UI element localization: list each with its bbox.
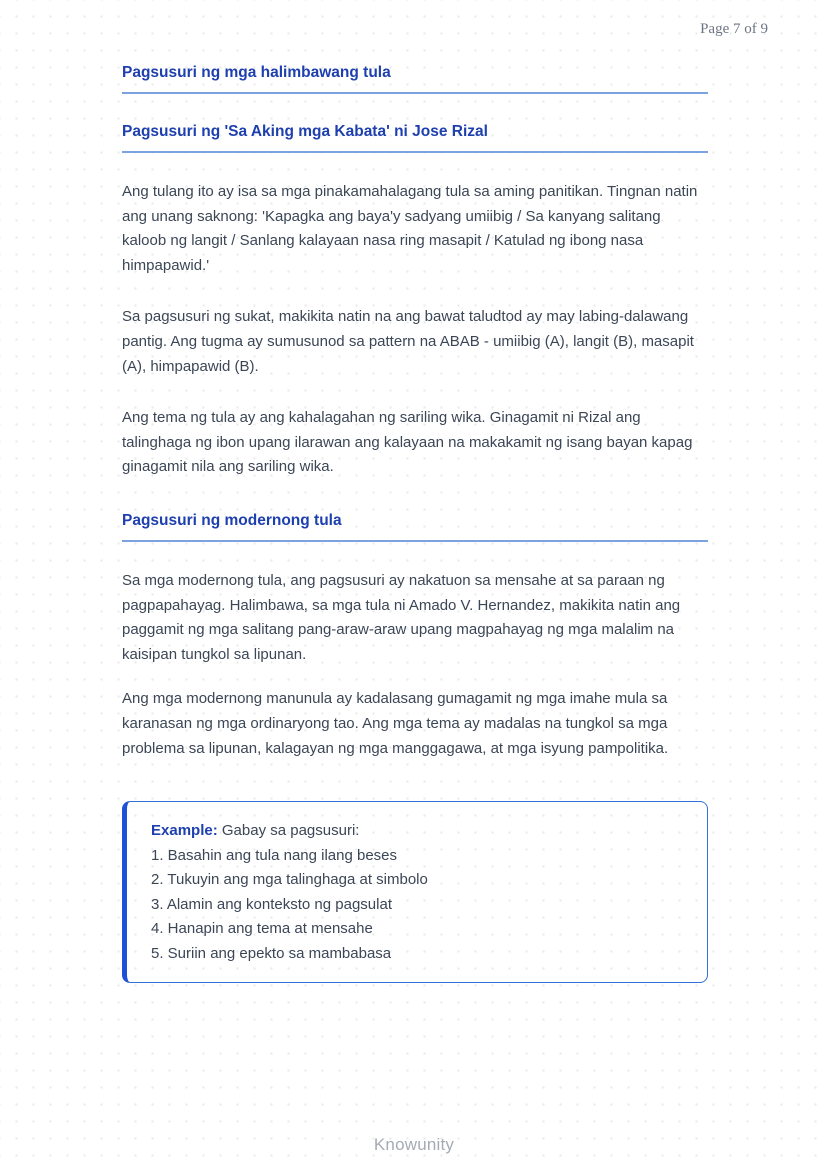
knowunity-brand: Knowunity bbox=[373, 1135, 455, 1154]
section-heading-sa-aking-mga-kabata: Pagsusuri ng 'Sa Aking mga Kabata' ni Jose Rizal bbox=[122, 121, 708, 153]
paragraph-tula-intro: Ang tulang ito ay isa sa mga pinakamahalagang tula sa aming panitikan. Tingnan natin ang unang saknong: 'Kapagka ang baya'y sadyang umiibig / Sa kanyang salitang kaloob ng langit / Sanlang kalayaan nasa ring masapit / Katulad ng ibong nasa himpapawid.' bbox=[122, 183, 698, 274]
paragraph-sukat-tugma: Sa pagsusuri ng sukat, makikita natin na ang bawat taludtod ay may labing-dalawang pantig. Ang tugma ay sumusunod sa pattern na ABAB - umiibig (A), langit (B), masapit (A), himpapawid (B). bbox=[122, 308, 694, 375]
section-heading-modernong-tula: Pagsusuri ng modernong tula bbox=[122, 510, 708, 542]
example-intro-text: Gabay sa pagsusuri: bbox=[217, 822, 360, 840]
example-step-4: 4. Hanapin ang tema at mensahe bbox=[151, 920, 373, 938]
document-content bbox=[122, 0, 708, 983]
example-step-5: 5. Suriin ang epekto sa mambabasa bbox=[151, 945, 392, 963]
example-step-1: 1. Basahin ang tula nang ilang beses bbox=[151, 846, 398, 864]
example-box bbox=[122, 801, 708, 983]
example-label: Example: bbox=[151, 822, 218, 840]
paragraph-tema: Ang tema ng tula ay ang kahalagahan ng sariling wika. Ginagamit ni Rizal ang talinghaga ng ibon upang ilarawan ang kalayaan na makakamit ng isang bayan kapag ginagamit nila ang sariling wika. bbox=[122, 409, 693, 476]
section-heading-halimbawang-tula: Pagsusuri ng mga halimbawang tula bbox=[122, 62, 708, 94]
example-steps-list bbox=[151, 844, 683, 967]
example-step-3: 3. Alamin ang konteksto ng pagsulat bbox=[151, 895, 392, 913]
paragraph-modernong-manunula: Ang mga modernong manunula ay kadalasang gumagamit ng mga imahe mula sa karanasan ng mga ordinaryong tao. Ang mga tema ay madalas na tungkol sa mga problema sa lipunan, kalagayan ng mga manggagawa, at mga isyung pampolitika. bbox=[122, 690, 669, 757]
example-step-2: 2. Tukuyin ang mga talinghaga at simbolo bbox=[151, 871, 428, 889]
example-box-intro-line bbox=[151, 819, 683, 844]
paragraph-modernong-tula: Sa mga modernong tula, ang pagsusuri ay nakatuon sa mensahe at sa paraan ng pagpapahayag. Halimbawa, sa mga tula ni Amado V. Hernandez, makikita natin ang paggamit ng mga salitang pang-araw-araw upang magpahayag ng mga malalim na kaisipan tungkol sa lipunan. bbox=[122, 571, 681, 663]
page-number: Page 7 of 9 bbox=[700, 21, 768, 37]
